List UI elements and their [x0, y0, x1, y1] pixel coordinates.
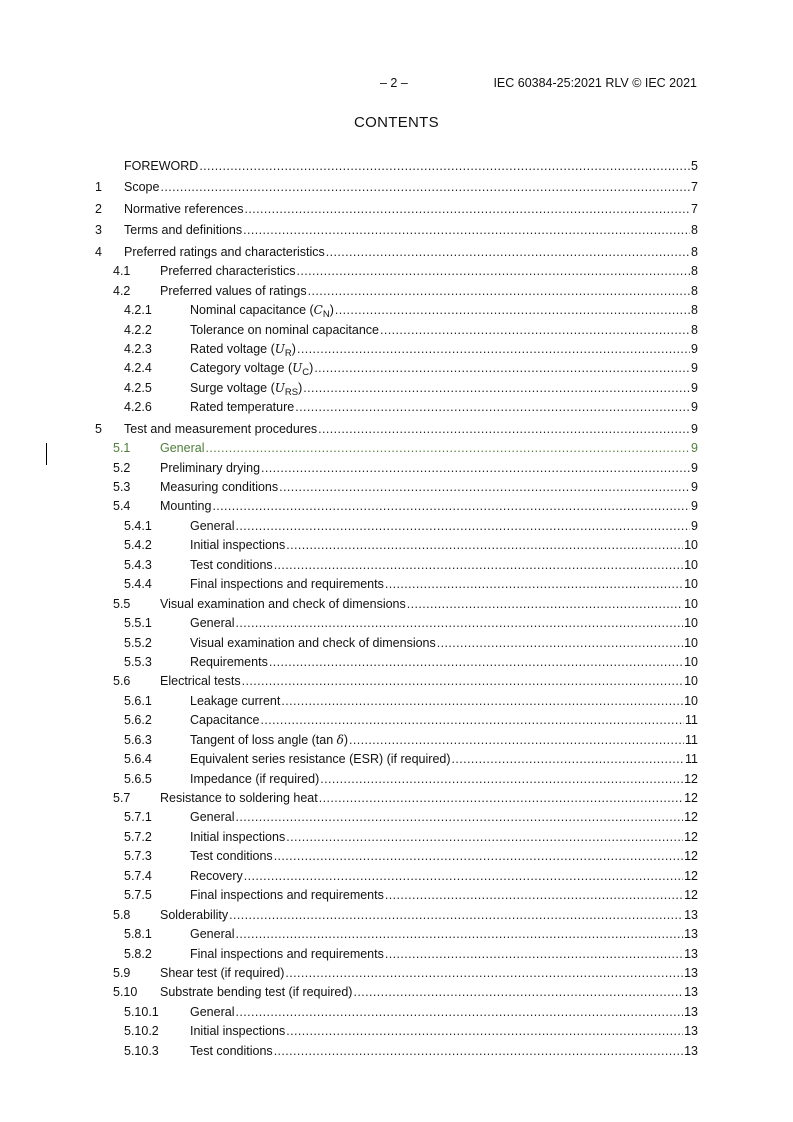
toc-entry-number: 1 — [95, 180, 102, 195]
toc-entry-number: 5.6.3 — [124, 732, 152, 747]
toc-entry-number: 5.4.2 — [124, 538, 152, 553]
dot-leader — [261, 459, 690, 478]
toc-entry-page-number: 9 — [691, 380, 698, 395]
toc-entry-title — [190, 321, 379, 340]
dot-leader — [308, 282, 690, 301]
toc-entry-number: 5.5 — [113, 596, 131, 611]
math-symbol: δ — [336, 732, 344, 747]
toc-entry-page-number: 13 — [684, 1043, 698, 1058]
toc-entry-title — [124, 157, 198, 176]
toc-entry-page-number: 10 — [684, 557, 698, 572]
toc-entry-number: 4 — [95, 244, 102, 259]
toc-entry-number: 5.6.4 — [124, 752, 152, 767]
toc-entry-page-number: 10 — [684, 577, 698, 592]
toc-entry[interactable] — [95, 301, 698, 320]
toc-entry-page-number: 11 — [685, 713, 698, 728]
toc-entry-title-text: Impedance (if required) — [190, 771, 320, 786]
toc-entry-title — [190, 1022, 285, 1041]
toc-entry[interactable] — [95, 221, 698, 240]
dot-leader — [385, 886, 683, 905]
page-header — [0, 76, 793, 92]
toc-entry-title-text: Mounting — [160, 499, 212, 514]
toc-entry-title-text: Rated temperature — [190, 400, 295, 415]
toc-entry-title — [190, 711, 260, 730]
toc-entry[interactable] — [95, 459, 698, 478]
toc-entry[interactable] — [95, 556, 698, 575]
toc-entry-title — [190, 925, 234, 944]
toc-entry-title — [190, 614, 234, 633]
toc-entry[interactable] — [95, 731, 698, 750]
toc-entry-number: 5.10 — [113, 985, 138, 1000]
toc-entry-title — [160, 983, 352, 1002]
toc-entry-title-text: Rated voltage ( — [190, 341, 275, 356]
toc-entry-title-text: Terms and definitions — [124, 223, 243, 238]
toc-entry-title-text: Preferred ratings and characteristics — [124, 244, 325, 259]
dot-leader — [320, 770, 683, 789]
toc-entry-page-number: 13 — [684, 907, 698, 922]
toc-entry-page-number: 12 — [684, 849, 698, 864]
toc-entry[interactable] — [95, 398, 698, 417]
toc-entry-page-number: 9 — [691, 460, 698, 475]
toc-entry-title-text: Test conditions — [190, 1043, 273, 1058]
toc-entry-number: 5.10.2 — [124, 1024, 159, 1039]
toc-entry-title-text: Test and measurement procedures — [124, 421, 318, 436]
dot-leader — [242, 672, 684, 691]
dot-leader — [274, 1042, 683, 1061]
toc-entry-title-text: Test conditions — [190, 557, 273, 572]
toc-entry-page-number: 8 — [691, 303, 698, 318]
toc-entry-title-text: Preferred values of ratings — [160, 283, 307, 298]
toc-entry-number: 5.4.3 — [124, 557, 152, 572]
toc-entry-title — [190, 1042, 273, 1061]
toc-entry-title-text: Capacitance — [190, 713, 260, 728]
dot-leader — [235, 517, 690, 536]
toc-entry[interactable] — [95, 964, 698, 983]
toc-entry-number: 5.3 — [113, 480, 131, 494]
toc-entry-title-text: Final inspections and requirements — [190, 577, 384, 592]
toc-entry-number: 3 — [95, 223, 102, 238]
toc-entry-title — [190, 692, 280, 711]
toc-entry-page-number: 13 — [684, 985, 698, 1000]
dot-leader — [407, 595, 683, 614]
toc-entry-title-text: Recovery — [190, 868, 243, 883]
toc-entry-page-number: 9 — [691, 518, 698, 533]
toc-entry-number: 5.8.2 — [124, 946, 152, 961]
toc-entry-title — [190, 575, 384, 594]
dot-leader — [279, 478, 690, 497]
toc-entry-title — [190, 556, 273, 575]
dot-leader — [243, 221, 690, 240]
toc-entry-title — [124, 178, 159, 197]
dot-leader — [160, 178, 690, 197]
dot-leader — [286, 536, 683, 555]
toc-entry[interactable] — [95, 925, 698, 944]
toc-entry-title-text: Scope — [124, 180, 160, 195]
dot-leader — [274, 847, 683, 866]
toc-entry-number: 4.1 — [113, 264, 131, 279]
toc-entry-title — [160, 964, 284, 983]
toc-entry-number: 5.7.3 — [124, 849, 152, 864]
toc-entry-number: 4.2.3 — [124, 341, 152, 356]
dot-leader — [295, 398, 690, 417]
dot-leader — [380, 321, 690, 340]
toc-entry[interactable] — [95, 1003, 698, 1022]
toc-entry-number: 5.6.2 — [124, 713, 152, 728]
dot-leader — [297, 340, 690, 359]
toc-entry[interactable] — [95, 321, 698, 340]
toc-entry-page-number: 10 — [684, 693, 698, 708]
toc-entry-title-text: General — [190, 616, 235, 631]
toc-entry-number: 5.2 — [113, 460, 131, 475]
dot-leader — [286, 828, 683, 847]
dot-leader — [452, 750, 684, 769]
toc-entry-title-text: Leakage current — [190, 693, 281, 708]
math-symbol: U — [274, 380, 285, 395]
toc-entry-number: 5.10.3 — [124, 1043, 159, 1058]
dot-leader — [335, 301, 690, 320]
toc-entry-title — [190, 1003, 234, 1022]
dot-leader — [385, 945, 683, 964]
dot-leader — [318, 420, 690, 439]
toc-entry-page-number: 9 — [691, 341, 698, 356]
toc-entry-number: 5.7.4 — [124, 868, 152, 883]
dot-leader — [269, 653, 683, 672]
toc-entry[interactable] — [95, 711, 698, 730]
toc-entry-title — [190, 808, 234, 827]
toc-entry-number: 5.8.1 — [124, 927, 152, 942]
toc-entry[interactable] — [95, 672, 698, 691]
toc-entry[interactable] — [95, 478, 698, 497]
toc-entry-title — [160, 672, 241, 691]
toc-entry[interactable] — [95, 359, 698, 378]
math-subscript: N — [322, 309, 330, 321]
toc-entry-title-suffix: ) — [343, 732, 349, 747]
toc-entry-title-text: Resistance to soldering heat — [160, 791, 318, 805]
toc-entry-title — [190, 886, 384, 905]
toc-entry-title — [190, 653, 268, 672]
toc-entry-page-number: 10 — [684, 654, 698, 669]
toc-entry-title — [160, 478, 278, 497]
toc-entry-number: 5.7 — [113, 791, 131, 805]
toc-entry[interactable] — [95, 178, 698, 197]
toc-entry-title — [190, 634, 436, 653]
toc-entry-page-number: 9 — [691, 480, 698, 494]
toc-entry[interactable] — [95, 282, 698, 301]
toc-entry-page-number: 12 — [684, 791, 698, 805]
math-symbol: U — [274, 341, 285, 356]
toc-entry-title — [124, 420, 317, 439]
math-subscript: C — [302, 367, 310, 379]
toc-entry[interactable] — [95, 653, 698, 672]
toc-entry-page-number: 5 — [691, 159, 698, 173]
toc-entry-title-text: General — [190, 1004, 235, 1019]
toc-entry-page-number: 13 — [684, 1024, 698, 1039]
toc-entry-title-text: Initial inspections — [190, 1024, 286, 1039]
toc-entry-page-number: 7 — [691, 180, 698, 195]
dot-leader — [229, 906, 683, 925]
toc-entry-page-number: 8 — [691, 223, 698, 238]
toc-entry[interactable] — [95, 750, 698, 769]
toc-entry-title-text: Substrate bending test (if required) — [160, 985, 353, 1000]
toc-entry-page-number: 8 — [691, 264, 698, 279]
toc-entry-page-number: 9 — [691, 441, 698, 456]
toc-entry-page-number: 13 — [684, 1004, 698, 1019]
toc-entry-title-text: General — [190, 927, 235, 942]
dot-leader — [326, 243, 690, 262]
toc-entry-title-text: Equivalent series resistance (ESR) (if required) — [190, 752, 451, 767]
toc-entry-page-number: 10 — [684, 674, 698, 689]
toc-entry-page-number: 10 — [684, 635, 698, 650]
toc-entry-title — [190, 847, 273, 866]
toc-entry-title — [160, 789, 318, 808]
toc-entry-title-text: Tangent of loss angle (tan — [190, 732, 337, 747]
toc-entry-number: 5.10.1 — [124, 1004, 159, 1019]
toc-entry-page-number: 9 — [691, 421, 698, 436]
toc-entry-number: 5.4.4 — [124, 577, 152, 592]
toc-entry[interactable] — [95, 886, 698, 905]
toc-entry-page-number: 13 — [684, 965, 698, 980]
toc-entry-title-text: Category voltage ( — [190, 361, 293, 376]
toc-entry[interactable] — [95, 517, 698, 536]
toc-entry-page-number: 8 — [691, 283, 698, 298]
toc-entry-page-number: 12 — [684, 888, 698, 903]
toc-entry-title-suffix: ) — [329, 303, 334, 318]
toc-entry-number: 5.7.2 — [124, 829, 152, 844]
toc-entry-title-text: Initial inspections — [190, 538, 286, 553]
toc-entry-title-text: Shear test (if required) — [160, 965, 285, 980]
toc-entry[interactable] — [95, 497, 698, 516]
toc-entry-title-text: General — [190, 810, 235, 825]
dot-leader — [244, 867, 683, 886]
toc-entry-title — [190, 359, 313, 378]
toc-entry[interactable] — [95, 379, 698, 398]
contents-title: CONTENTS — [354, 114, 439, 131]
dot-leader — [235, 1003, 683, 1022]
dot-leader — [245, 200, 691, 219]
toc-entry-title — [190, 536, 285, 555]
toc-entry-page-number: 11 — [685, 752, 698, 767]
toc-entry-title-text: Electrical tests — [160, 674, 241, 689]
toc-entry-page-number: 7 — [691, 201, 698, 216]
toc-entry-title-text: Normative references — [124, 201, 244, 216]
toc-entry-title — [190, 340, 296, 359]
toc-entry-title — [190, 379, 302, 398]
toc-entry-title — [190, 945, 384, 964]
toc-entry-title — [160, 459, 260, 478]
toc-entry[interactable] — [95, 243, 698, 262]
dot-leader — [235, 925, 683, 944]
toc-entry[interactable] — [95, 983, 698, 1002]
toc-entry[interactable] — [95, 1022, 698, 1041]
toc-entry[interactable] — [95, 536, 698, 555]
toc-entry-number: 5.9 — [113, 965, 131, 980]
toc-entry-title — [190, 517, 234, 536]
table-of-contents — [95, 157, 698, 1061]
toc-entry-title — [160, 595, 406, 614]
toc-entry-title — [190, 731, 348, 750]
toc-entry-page-number: 9 — [691, 361, 698, 376]
toc-entry-number: 5.4.1 — [124, 518, 152, 533]
dot-leader — [205, 439, 690, 458]
toc-entry-title-text: Initial inspections — [190, 829, 286, 844]
dot-leader — [281, 692, 683, 711]
toc-entry-title-suffix: ) — [291, 341, 296, 356]
toc-entry-page-number: 10 — [684, 616, 698, 631]
toc-entry[interactable] — [95, 847, 698, 866]
toc-entry-page-number: 10 — [684, 596, 698, 611]
toc-entry-title — [160, 262, 295, 281]
dot-leader — [296, 262, 690, 281]
header-page-number: – 2 – — [380, 76, 408, 90]
toc-entry-page-number: 9 — [691, 499, 698, 514]
math-symbol: U — [292, 361, 303, 376]
dot-leader — [261, 711, 685, 730]
toc-entry-number: 5.7.5 — [124, 888, 152, 903]
toc-entry-title-text: Visual examination and check of dimensions — [190, 635, 436, 650]
dot-leader — [285, 964, 683, 983]
toc-entry-title-text: Final inspections and requirements — [190, 888, 384, 903]
toc-entry-page-number: 8 — [691, 244, 698, 259]
toc-entry-number: 5.6.1 — [124, 693, 152, 708]
toc-entry-title-text: Final inspections and requirements — [190, 946, 384, 961]
toc-entry-number: 5.5.3 — [124, 654, 152, 669]
toc-entry-title-text: Tolerance on nominal capacitance — [190, 322, 380, 337]
dot-leader — [314, 359, 690, 378]
toc-entry[interactable] — [95, 595, 698, 614]
toc-entry[interactable] — [95, 945, 698, 964]
dot-leader — [385, 575, 683, 594]
toc-entry-number: 5 — [95, 421, 102, 436]
toc-entry-title — [124, 243, 325, 262]
toc-entry-title — [190, 398, 294, 417]
toc-entry-title — [160, 906, 228, 925]
toc-entry-number: 5.6 — [113, 674, 131, 689]
toc-entry-number: 4.2.1 — [124, 303, 152, 318]
toc-entry-number: 5.8 — [113, 907, 131, 922]
toc-entry-title — [190, 828, 285, 847]
toc-entry-title-text: Preferred characteristics — [160, 264, 296, 279]
dot-leader — [199, 157, 690, 176]
math-symbol: C — [313, 303, 323, 318]
toc-entry-number: 4.2.4 — [124, 361, 152, 376]
toc-entry[interactable] — [95, 808, 698, 827]
toc-entry-title — [124, 200, 244, 219]
toc-entry-page-number: 10 — [684, 538, 698, 553]
toc-entry-number: 4.2.5 — [124, 380, 152, 395]
toc-entry[interactable] — [95, 789, 698, 808]
toc-entry[interactable] — [95, 340, 698, 359]
toc-entry[interactable] — [95, 634, 698, 653]
toc-entry[interactable] — [95, 575, 698, 594]
toc-entry-page-number: 12 — [684, 810, 698, 825]
toc-entry-title — [160, 439, 204, 458]
toc-entry[interactable] — [95, 262, 698, 281]
toc-entry-title — [190, 867, 243, 886]
toc-entry-title-text: Surge voltage ( — [190, 380, 275, 395]
dot-leader — [235, 808, 683, 827]
header-document-reference: IEC 60384-25:2021 RLV © IEC 2021 — [493, 76, 697, 90]
dot-leader — [303, 379, 690, 398]
toc-entry-title — [190, 770, 319, 789]
toc-entry[interactable] — [95, 770, 698, 789]
toc-entry-title-text: Nominal capacitance ( — [190, 303, 314, 318]
toc-entry-number: 4.2 — [113, 283, 131, 298]
toc-entry-title-text: Preliminary drying — [160, 460, 261, 475]
toc-entry-title-text: FOREWORD — [124, 159, 199, 173]
toc-entry-page-number: 12 — [684, 771, 698, 786]
toc-entry-page-number: 12 — [684, 868, 698, 883]
toc-entry[interactable] — [95, 200, 698, 219]
toc-entry-number: 5.7.1 — [124, 810, 152, 825]
dot-leader — [286, 1022, 683, 1041]
toc-entry-number: 5.4 — [113, 499, 131, 514]
toc-entry-number: 5.5.2 — [124, 635, 152, 650]
dot-leader — [235, 614, 683, 633]
toc-entry-title-suffix: ) — [298, 380, 303, 395]
toc-entry-page-number: 12 — [684, 829, 698, 844]
toc-entry-title — [190, 750, 451, 769]
toc-entry-title-text: General — [160, 441, 205, 456]
toc-entry-title-text: Solderability — [160, 907, 229, 922]
toc-entry-title-text: Requirements — [190, 654, 268, 669]
toc-entry-page-number: 13 — [684, 927, 698, 942]
toc-entry-title-text: General — [190, 518, 235, 533]
dot-leader — [437, 634, 683, 653]
toc-entry[interactable] — [95, 157, 698, 176]
math-subscript: R — [284, 347, 292, 359]
toc-entry-title-suffix: ) — [309, 361, 314, 376]
dot-leader — [274, 556, 683, 575]
dot-leader — [319, 789, 683, 808]
toc-entry[interactable] — [95, 692, 698, 711]
toc-entry-title — [160, 282, 307, 301]
toc-entry-title-text: Visual examination and check of dimensions — [160, 596, 406, 611]
toc-entry-number: 4.2.2 — [124, 322, 152, 337]
toc-entry[interactable] — [95, 439, 698, 458]
toc-entry[interactable] — [95, 828, 698, 847]
toc-entry-title-text: Measuring conditions — [160, 480, 279, 494]
toc-entry-number: 4.2.6 — [124, 400, 152, 415]
toc-entry-number: 5.5.1 — [124, 616, 152, 631]
toc-entry-page-number: 11 — [685, 732, 698, 747]
math-subscript: RS — [284, 386, 299, 398]
toc-entry-title-text: Test conditions — [190, 849, 273, 864]
toc-entry[interactable] — [95, 867, 698, 886]
toc-entry[interactable] — [95, 420, 698, 439]
toc-entry-page-number: 9 — [691, 400, 698, 415]
toc-entry-title — [124, 221, 242, 240]
dot-leader — [353, 983, 683, 1002]
dot-leader — [212, 497, 690, 516]
toc-entry-number: 5.6.5 — [124, 771, 152, 786]
dot-leader — [349, 731, 684, 750]
toc-entry-title — [190, 301, 334, 320]
toc-entry-page-number: 8 — [691, 322, 698, 337]
toc-entry[interactable] — [95, 1042, 698, 1061]
toc-entry[interactable] — [95, 906, 698, 925]
toc-entry-number: 5.1 — [113, 441, 131, 456]
toc-entry[interactable] — [95, 614, 698, 633]
revision-change-bar — [46, 443, 47, 465]
toc-entry-number: 2 — [95, 201, 102, 216]
toc-entry-title — [160, 497, 211, 516]
toc-entry-page-number: 13 — [684, 946, 698, 961]
